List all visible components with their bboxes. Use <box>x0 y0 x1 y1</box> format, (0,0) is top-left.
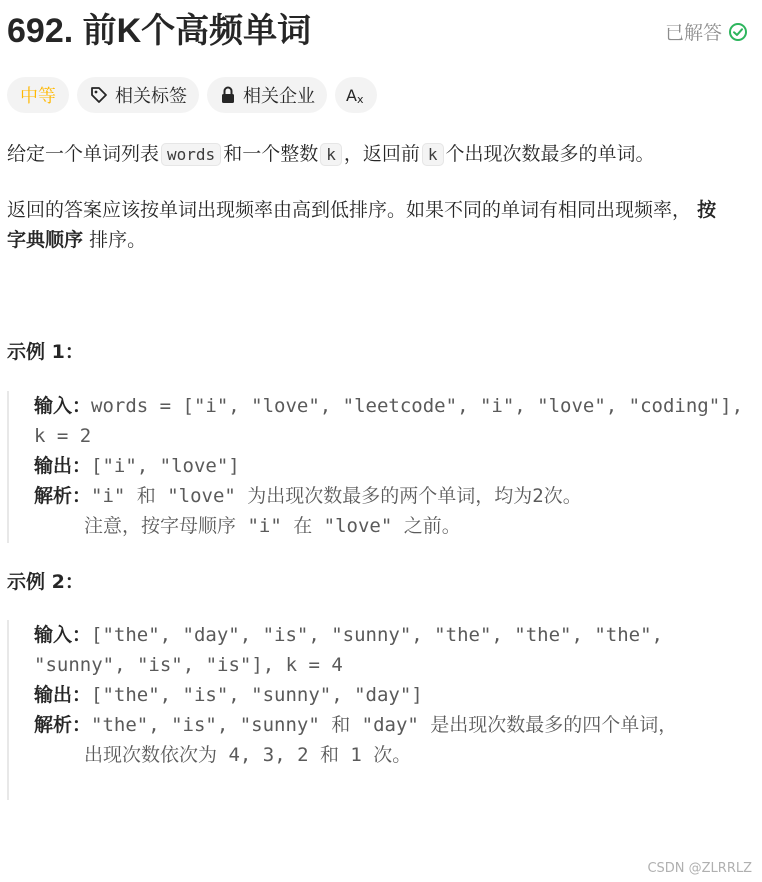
watermark: CSDN @ZLRRLZ <box>647 861 752 876</box>
emphasis-text: 按字典顺序 <box>7 199 717 251</box>
description-text: 返回的答案应该按单词出现频率由高到低排序。如果不同的单词有相同出现频率， <box>7 199 692 221</box>
code-k: k <box>320 143 342 166</box>
example-1-block <box>7 391 755 543</box>
lock-icon <box>219 85 237 105</box>
topics-tag-label: 相关标签 <box>115 86 187 107</box>
example-1-note: 注意，按字母顺序 "i" 在 "love" 之前。 <box>84 515 461 537</box>
tag-icon <box>89 85 109 105</box>
svg-text:x: x <box>357 93 364 105</box>
description-text: 和一个整数 <box>223 143 319 165</box>
difficulty-label: 中等 <box>20 86 56 107</box>
description-paragraph-1 <box>7 139 747 170</box>
companies-tag-label: 相关企业 <box>243 86 315 107</box>
problem-title: 692. 前K个高频单词 <box>7 12 312 50</box>
code-words: words <box>161 143 221 166</box>
example-1-output <box>34 451 747 481</box>
companies-tag-button[interactable] <box>207 77 327 113</box>
explain-label: 解析： <box>34 714 92 736</box>
description-text: ，返回前 <box>343 143 420 165</box>
explain-value: "i" 和 "love" 为出现次数最多的两个单词，均为2次。 <box>91 485 582 507</box>
code-k: k <box>422 143 444 166</box>
input-label: 输入： <box>34 624 92 646</box>
description-text: 个出现次数最多的单词。 <box>445 143 655 165</box>
output-label: 输出： <box>34 684 92 706</box>
example-2-note: 出现次数依次为 4, 3, 2 和 1 次。 <box>84 744 412 766</box>
explain-value: "the", "is", "sunny" 和 "day" 是出现次数最多的四个单词， <box>91 714 678 736</box>
description-text: 给定一个单词列表 <box>7 143 160 165</box>
input-value: ["the", "day", "is", "sunny", "the", "the", "the", "sunny", "is", "is"], k = 4 <box>34 624 675 676</box>
translate-icon <box>345 85 367 105</box>
example-2-output <box>34 680 747 710</box>
solved-label: 已解答 <box>664 22 722 44</box>
input-value: words = ["i", "love", "leetcode", "i", "love", "coding"], k = 2 <box>34 395 755 447</box>
tag-bar <box>7 77 377 113</box>
topics-tag-button[interactable] <box>77 77 199 113</box>
output-value: ["the", "is", "sunny", "day"] <box>91 684 423 706</box>
output-label: 输出： <box>34 455 92 477</box>
check-circle-icon <box>728 22 748 42</box>
output-value: ["i", "love"] <box>91 455 240 477</box>
input-label: 输入： <box>34 395 92 417</box>
difficulty-badge[interactable] <box>7 77 69 113</box>
example-1-explanation <box>34 481 747 511</box>
example-2-block <box>7 620 747 800</box>
translate-button[interactable] <box>335 77 377 113</box>
svg-text:A: A <box>346 86 357 105</box>
description-text: 排序。 <box>89 229 147 251</box>
explain-label: 解析： <box>34 485 92 507</box>
description-paragraph-2 <box>7 195 732 255</box>
solved-status <box>665 18 748 45</box>
example-2-explanation <box>34 710 747 740</box>
example-1-title: 示例 1： <box>7 341 84 363</box>
example-2-input <box>34 620 747 680</box>
example-1-input <box>34 391 755 451</box>
example-2-title: 示例 2： <box>7 571 84 593</box>
